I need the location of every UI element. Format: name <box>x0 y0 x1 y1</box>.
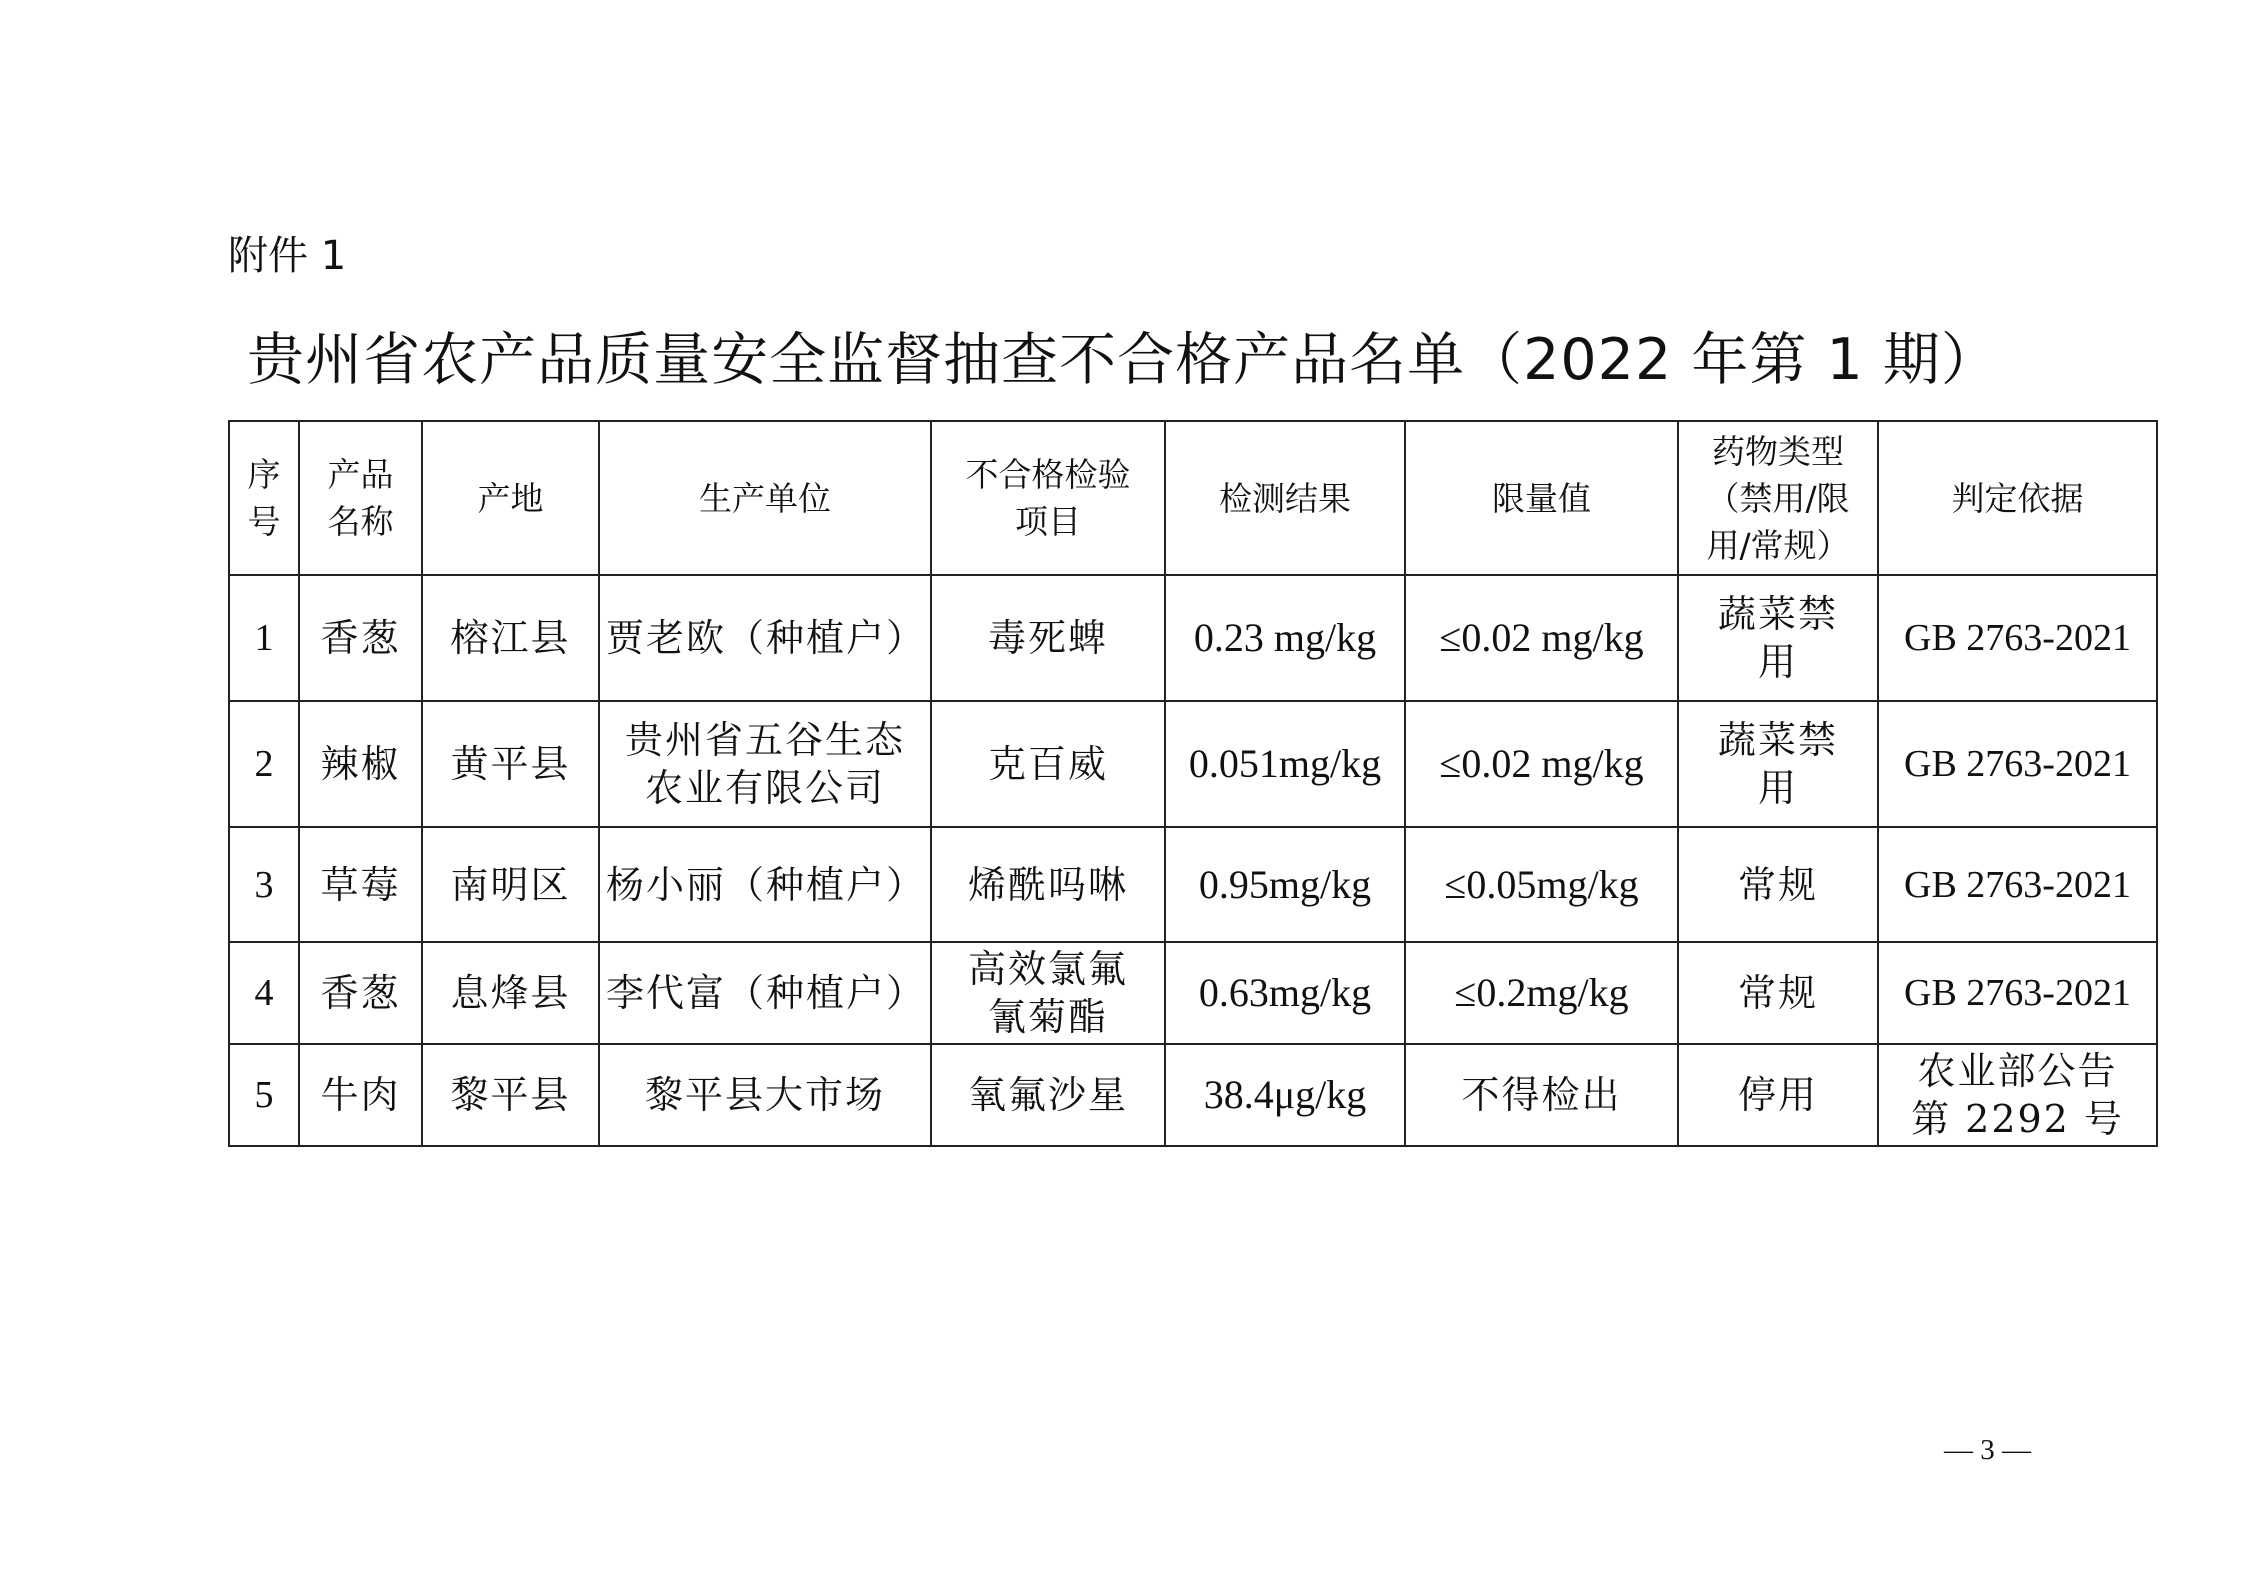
header-failed-item: 不合格检验项目 <box>931 421 1165 575</box>
table-header-row <box>229 421 2157 575</box>
header-product: 产品名称 <box>299 421 422 575</box>
cell-basis: GB 2763-2021 <box>1878 701 2157 827</box>
cell-basis: 农业部公告第 2292 号 <box>1878 1044 2157 1146</box>
cell-limit: ≤0.02 mg/kg <box>1405 701 1678 827</box>
cell-basis: GB 2763-2021 <box>1878 575 2157 701</box>
cell-producer: 杨小丽（种植户） <box>599 827 931 942</box>
page-number: — 3 — <box>1944 1434 2031 1466</box>
cell-limit: 不得检出 <box>1405 1044 1678 1146</box>
cell-product: 香葱 <box>299 942 422 1044</box>
cell-origin: 榕江县 <box>422 575 599 701</box>
header-seq: 序号 <box>229 421 299 575</box>
cell-producer: 黎平县大市场 <box>599 1044 931 1146</box>
header-limit: 限量值 <box>1405 421 1678 575</box>
table-row <box>229 1044 2157 1146</box>
annex-label: 附件 1 <box>228 233 347 279</box>
cell-producer: 李代富（种植户） <box>599 942 931 1044</box>
cell-limit: ≤0.02 mg/kg <box>1405 575 1678 701</box>
cell-result: 0.95mg/kg <box>1165 827 1405 942</box>
cell-product: 草莓 <box>299 827 422 942</box>
header-basis: 判定依据 <box>1878 421 2157 575</box>
cell-drug-type: 常规 <box>1678 942 1878 1044</box>
cell-failed-item: 克百威 <box>931 701 1165 827</box>
table-row <box>229 942 2157 1044</box>
cell-basis: GB 2763-2021 <box>1878 827 2157 942</box>
table-row <box>229 827 2157 942</box>
cell-seq: 3 <box>229 827 299 942</box>
table-row <box>229 701 2157 827</box>
cell-failed-item: 烯酰吗啉 <box>931 827 1165 942</box>
header-result: 检测结果 <box>1165 421 1405 575</box>
cell-drug-type: 蔬菜禁用 <box>1678 701 1878 827</box>
cell-drug-type: 常规 <box>1678 827 1878 942</box>
cell-drug-type: 停用 <box>1678 1044 1878 1146</box>
cell-producer: 贵州省五谷生态农业有限公司 <box>599 701 931 827</box>
cell-product: 辣椒 <box>299 701 422 827</box>
cell-drug-type: 蔬菜禁用 <box>1678 575 1878 701</box>
cell-failed-item: 氧氟沙星 <box>931 1044 1165 1146</box>
cell-product: 牛肉 <box>299 1044 422 1146</box>
cell-result: 0.23 mg/kg <box>1165 575 1405 701</box>
cell-failed-item: 毒死蜱 <box>931 575 1165 701</box>
header-origin: 产地 <box>422 421 599 575</box>
cell-limit: ≤0.2mg/kg <box>1405 942 1678 1044</box>
cell-producer: 贾老欧（种植户） <box>599 575 931 701</box>
header-drug-type: 药物类型（禁用/限用/常规） <box>1678 421 1878 575</box>
unqualified-products-table <box>228 420 2158 1147</box>
cell-result: 0.051mg/kg <box>1165 701 1405 827</box>
header-producer: 生产单位 <box>599 421 931 575</box>
cell-origin: 黄平县 <box>422 701 599 827</box>
cell-result: 0.63mg/kg <box>1165 942 1405 1044</box>
cell-failed-item: 高效氯氟氰菊酯 <box>931 942 1165 1044</box>
document-title: 贵州省农产品质量安全监督抽查不合格产品名单（2022 年第 1 期） <box>247 327 1999 393</box>
cell-limit: ≤0.05mg/kg <box>1405 827 1678 942</box>
cell-seq: 5 <box>229 1044 299 1146</box>
cell-origin: 黎平县 <box>422 1044 599 1146</box>
table-row <box>229 575 2157 701</box>
cell-seq: 1 <box>229 575 299 701</box>
cell-result: 38.4μg/kg <box>1165 1044 1405 1146</box>
cell-origin: 南明区 <box>422 827 599 942</box>
cell-seq: 2 <box>229 701 299 827</box>
cell-basis: GB 2763-2021 <box>1878 942 2157 1044</box>
cell-product: 香葱 <box>299 575 422 701</box>
cell-seq: 4 <box>229 942 299 1044</box>
cell-origin: 息烽县 <box>422 942 599 1044</box>
